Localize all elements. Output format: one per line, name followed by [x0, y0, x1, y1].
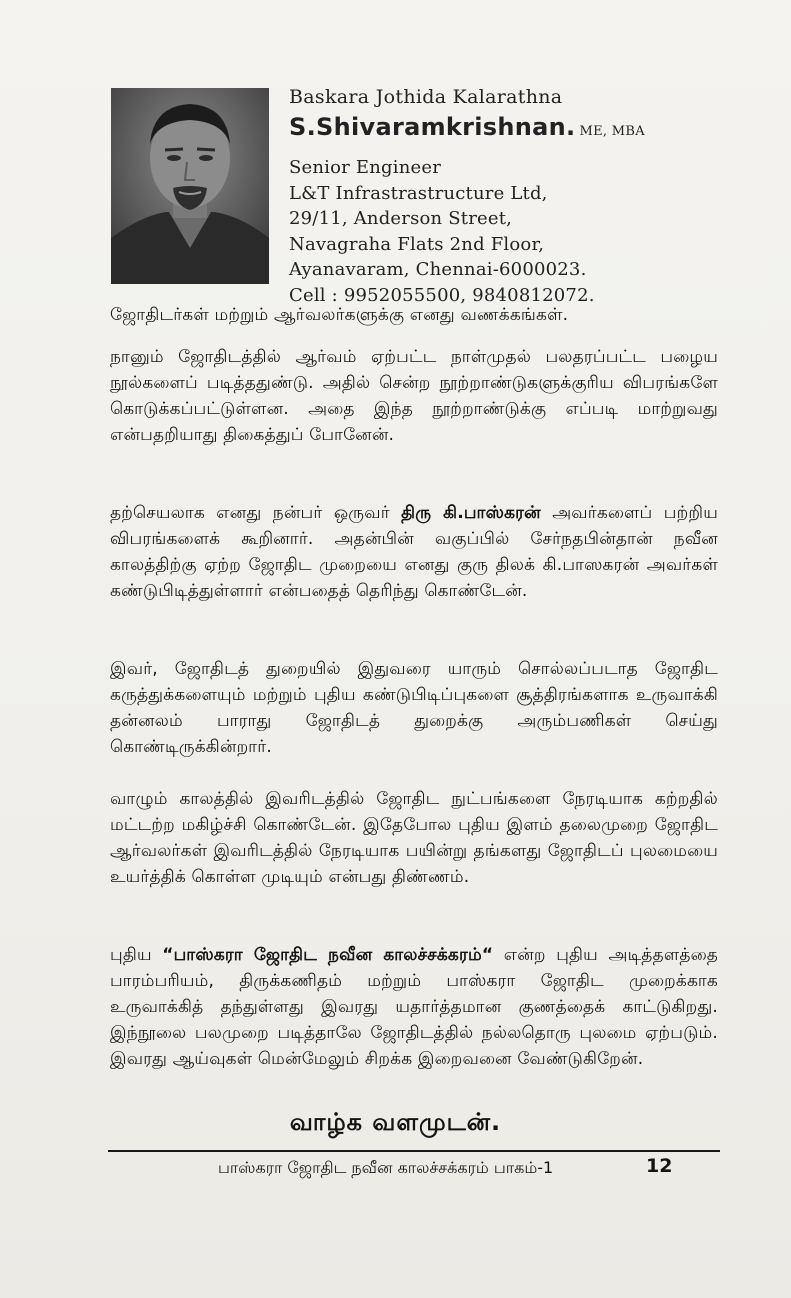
address-line-1: 29/11, Anderson Street, — [289, 208, 513, 229]
paragraph-3: இவர், ஜோதிடத் துறையில் இதுவரை யாரும் சொல்லப்படாத ஜோதிட கருத்துக்களையும் மற்றும் புதிய கண்டுபிடிப்புகளை சூத்திரங்களாக உருவாக்கி தன்னலம் பாராது ஜோதிடத் துறைக்கு அரும்பணிகள் செய்து கொண்டிருக்கின்றார். — [110, 659, 718, 757]
paragraph-1: நானும் ஜோதிடத்தில் ஆர்வம் ஏற்பட்ட நாள்முதல் பலதரப்பட்ட பழைய நூல்களைப் படித்ததுண்டு. அதில் சென்ற நூற்றாண்டுகளுக்குரிய விபரங்களே கொடுக்கப்பட்டுள்ளன. அதை இந்த நூற்றாண்டுக்கு எப்படி மாற்றுவது என்பதறியாது திகைத்துப் போனேன். — [110, 347, 718, 445]
author-qualifications: ME, MBA — [579, 124, 645, 139]
author-phone: Cell : 9952055500, 9840812072. — [289, 284, 595, 306]
guru-name: திரு கி.பாஸ்கரன் — [401, 503, 541, 523]
author-designation: Senior Engineer — [289, 157, 442, 178]
author-title-line: Baskara Jothida Kalarathna — [289, 86, 563, 108]
greeting-paragraph: ஜோதிடர்கள் மற்றும் ஆர்வலர்களுக்கு எனது வணக்கங்கள். — [110, 305, 569, 325]
author-name: S.Shivaramkrishnan. — [289, 113, 576, 141]
paragraph-5-end: என்ற புதிய அடித்தளத்தை பாரம்பரியம், திருக்கணிதம் மற்றும் பாஸ்கரா ஜோதிட முறைக்காக உருவாக்கித் தந்துள்ளது இவரது யதார்த்தமான குணத்தைக் காட்டுகிறது. இந்நூலை பலமுறை படித்தாலே ஜோதிடத்தில் நல்லதொரு புலமை ஏற்படும். இவரது ஆய்வுகள் மென்மேலும் சிறக்க இறைவனை வேண்டுகிறேன். — [110, 945, 719, 1069]
book-title-quote: “பாஸ்கரா ஜோதிட நவீன காலச்சக்கரம்“ — [162, 945, 494, 965]
paragraph-5 — [110, 942, 718, 1072]
author-company: L&T Infrastrastructure Ltd, — [289, 182, 548, 204]
address-line-2: Navagraha Flats 2nd Floor, — [289, 233, 545, 255]
footer-book-title: பாஸ்கரா ஜோதிட நவீன காலச்சக்கரம் பாகம்-1 — [218, 1158, 554, 1177]
paragraph-2-start: தற்செயலாக எனது நன்பர் ஒருவர் — [110, 503, 402, 523]
paragraph-2-end: அவர்களைப் பற்றிய விபரங்களைக் கூறினார். அதன்பின் வகுப்பில் சேர்நதபின்தான் நவீன காலத்திற்கு ஏற்ற ஜோதிட முறையை எனது குரு திலக் கி.பாஸகரன் அவர்கள் கண்டுபிடித்துள்ளார் என்பதைத் தெரிந்து கொண்டேன். — [110, 503, 718, 601]
author-contact — [289, 155, 759, 308]
portrait-image — [111, 88, 269, 284]
paragraph-4: வாழும் காலத்தில் இவரிடத்தில் ஜோதிட நுட்பங்களை நேரடியாக கற்றதில் மட்டற்ற மகிழ்ச்சி கொண்டேன். இதேபோல புதிய இளம் தலைமுறை ஜோதிட ஆர்வலர்கள் இவரிடத்தில் நேரடியாக பயின்று தங்களது ஜோதிடப் புலமையை உயர்த்திக் கொள்ள முடியும் என்பது திண்ணம். — [110, 789, 718, 887]
paragraph-5-start: புதிய — [110, 945, 163, 965]
author-header — [289, 84, 759, 308]
closing-blessing: வாழ்க வளமுடன். — [289, 1108, 502, 1136]
author-photo — [111, 88, 269, 284]
footer-divider — [108, 1150, 720, 1152]
author-name-line — [289, 110, 759, 149]
paragraph-2 — [110, 500, 718, 604]
address-line-3: Ayanavaram, Chennai-6000023. — [289, 259, 587, 280]
page-number: 12 — [646, 1155, 673, 1177]
